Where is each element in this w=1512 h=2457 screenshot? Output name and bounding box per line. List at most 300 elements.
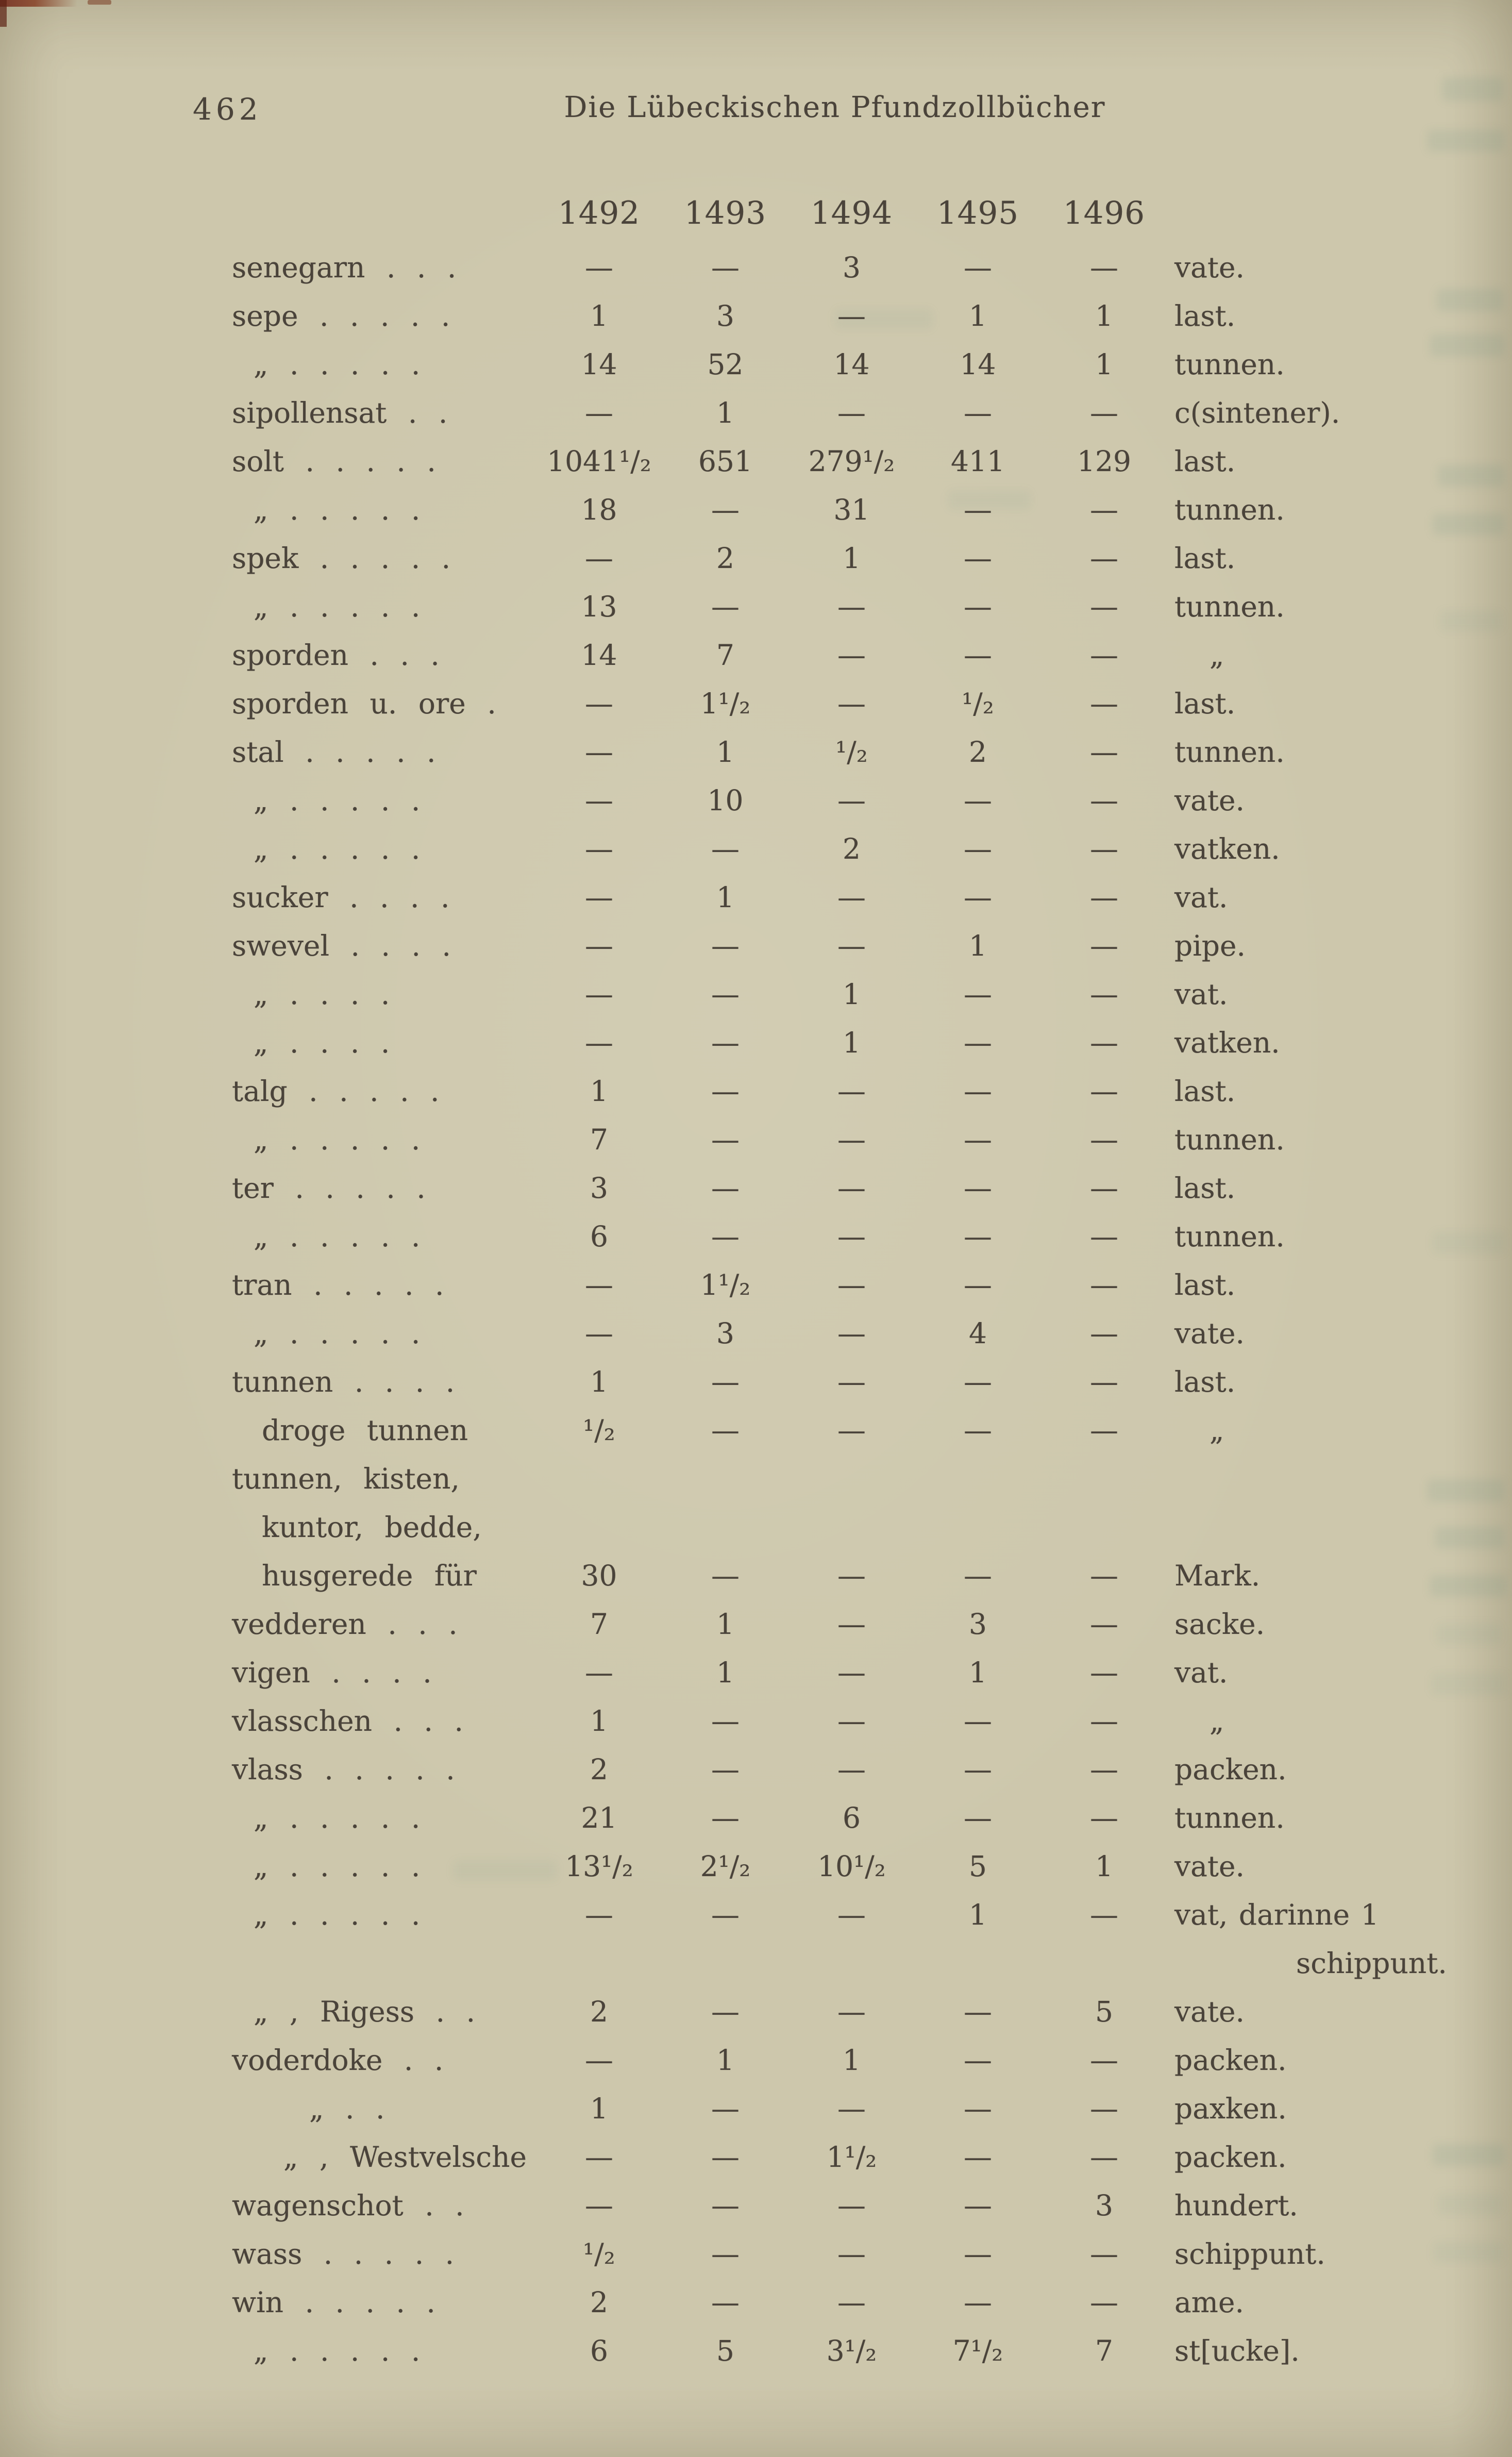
value-cell: —	[1090, 1172, 1118, 1205]
value-cell: —	[837, 1365, 866, 1398]
value-cell: —	[585, 2189, 613, 2222]
value-cell: 5	[1095, 1995, 1113, 2028]
table-row	[232, 437, 1512, 486]
table-row	[232, 340, 1512, 389]
value-cell: —	[1090, 2237, 1118, 2270]
value-cell: ¹/₂	[962, 687, 994, 720]
value-cell: 1	[590, 1075, 608, 1108]
value-cell: —	[1090, 396, 1118, 429]
unit-cell: last.	[1174, 1268, 1236, 1301]
table-row	[232, 1067, 1512, 1115]
commodity-label: „ . . . . .	[254, 1898, 421, 1931]
table-row	[232, 2327, 1512, 2375]
value-cell: ¹/₂	[583, 2237, 615, 2270]
value-cell: —	[964, 1365, 992, 1398]
value-cell: 1	[716, 1608, 734, 1641]
value-cell: —	[837, 1172, 866, 1205]
value-cell: —	[837, 1317, 866, 1350]
value-cell: —	[837, 639, 866, 672]
commodity-label: win . . . . .	[232, 2286, 435, 2319]
commodity-label: vigen . . . .	[232, 1656, 432, 1689]
value-cell: 14	[581, 348, 617, 381]
value-cell: 18	[581, 493, 617, 526]
value-cell: —	[964, 832, 992, 865]
commodity-label: droge tunnen	[262, 1414, 468, 1447]
value-cell: —	[711, 1172, 740, 1205]
unit-cell: last.	[1174, 1365, 1236, 1398]
value-cell: —	[1090, 2141, 1118, 2174]
table-row	[232, 1212, 1512, 1261]
table-row	[232, 1164, 1512, 1212]
commodity-label: „ . . . . .	[254, 1801, 421, 1834]
unit-cell: vat, darinne 1 schippunt.	[1167, 1891, 1497, 1987]
value-cell: —	[837, 1898, 866, 1931]
value-cell: 1¹/₂	[826, 2141, 877, 2174]
value-cell: 6	[843, 1801, 861, 1834]
value-cell: 2	[590, 2286, 608, 2319]
value-cell: —	[585, 542, 613, 575]
value-cell: 21	[581, 1801, 617, 1834]
value-cell: —	[964, 542, 992, 575]
value-cell: —	[711, 590, 740, 623]
value-cell: —	[837, 2189, 866, 2222]
value-cell: 10¹/₂	[817, 1850, 886, 1883]
value-cell: —	[711, 2237, 740, 2270]
unit-cell: ame.	[1174, 2286, 1244, 2319]
commodity-label: „ . . . . .	[254, 1123, 421, 1156]
unit-cell: vat.	[1174, 978, 1228, 1011]
showthrough-mark	[1442, 77, 1504, 101]
value-cell: —	[1090, 978, 1118, 1011]
value-cell: —	[585, 978, 613, 1011]
value-cell: —	[585, 1317, 613, 1350]
value-cell: —	[585, 687, 613, 720]
value-cell: 1	[969, 929, 987, 962]
unit-cell: tunnen.	[1174, 348, 1285, 381]
commodity-label: spek . . . . .	[232, 542, 451, 575]
unit-cell: „	[1209, 1414, 1224, 1447]
value-cell: —	[964, 2189, 992, 2222]
commodity-label: „ . . . .	[254, 978, 390, 1011]
value-cell: —	[837, 396, 866, 429]
value-cell: —	[964, 2237, 992, 2270]
table-row	[232, 1697, 1512, 1745]
value-cell: —	[964, 1753, 992, 1786]
commodity-label: „ . . . . .	[254, 832, 421, 865]
commodity-label: sipollensat . .	[232, 396, 448, 429]
value-cell: 1	[716, 1656, 734, 1689]
unit-cell-line2: schippunt.	[1296, 1947, 1447, 1980]
value-cell: 2¹/₂	[700, 1850, 751, 1883]
value-cell: 5	[716, 2334, 734, 2367]
value-cell: 279¹/₂	[808, 445, 895, 478]
table-row	[232, 1987, 1512, 2036]
value-cell: 14	[581, 639, 617, 672]
value-cell: —	[964, 1995, 992, 2028]
unit-cell: last.	[1174, 542, 1236, 575]
commodity-label: sporden . . .	[232, 639, 440, 672]
value-cell: ¹/₂	[835, 736, 868, 768]
value-cell: 1	[969, 299, 987, 332]
value-cell: 1	[1095, 299, 1113, 332]
year-column-header: 1495	[936, 195, 1019, 231]
value-cell: 1	[590, 1704, 608, 1737]
value-cell: 1	[716, 2044, 734, 2077]
value-cell: 1	[716, 736, 734, 768]
value-cell: 2	[590, 1995, 608, 2028]
value-cell: —	[964, 881, 992, 914]
value-cell: 1	[843, 978, 861, 1011]
value-cell: —	[1090, 493, 1118, 526]
table-row	[232, 1551, 1512, 1600]
value-cell: —	[837, 590, 866, 623]
unit-cell: vate.	[1174, 1995, 1245, 2028]
value-cell: 129	[1077, 445, 1131, 478]
unit-cell: vate.	[1174, 1850, 1245, 1883]
table-row	[232, 825, 1512, 873]
value-cell: —	[837, 687, 866, 720]
unit-cell: vate.	[1174, 1317, 1245, 1350]
table-row	[232, 873, 1512, 922]
value-cell: —	[711, 2286, 740, 2319]
scan-edge-artifact	[88, 0, 111, 5]
value-cell: —	[1090, 1608, 1118, 1641]
unit-cell: tunnen.	[1174, 590, 1285, 623]
value-cell: —	[964, 1414, 992, 1447]
value-cell: 2	[843, 832, 861, 865]
value-cell: 1	[843, 542, 861, 575]
commodity-label: „ . . . . .	[254, 1317, 421, 1350]
value-cell: —	[837, 1753, 866, 1786]
table-row	[232, 2133, 1512, 2181]
value-cell: 13	[581, 590, 617, 623]
value-cell: —	[711, 2092, 740, 2125]
commodity-label: „ , Rigess . .	[254, 1995, 476, 2028]
value-cell: —	[711, 832, 740, 865]
value-cell: —	[711, 1414, 740, 1447]
value-cell: —	[964, 1801, 992, 1834]
unit-cell: tunnen.	[1174, 1801, 1285, 1834]
commodity-label: „ . . . . .	[254, 2334, 421, 2367]
value-cell: —	[964, 1123, 992, 1156]
unit-cell: vate.	[1174, 251, 1245, 284]
value-cell: 1	[590, 2092, 608, 2125]
value-cell: 1	[843, 1026, 861, 1059]
table-row	[232, 2084, 1512, 2133]
table-row	[232, 582, 1512, 631]
commodity-label: ter . . . . .	[232, 1172, 426, 1205]
value-cell: —	[1090, 1268, 1118, 1301]
value-cell: —	[964, 2044, 992, 2077]
value-cell: —	[837, 1414, 866, 1447]
table-row	[232, 2278, 1512, 2327]
value-cell: —	[964, 1220, 992, 1253]
value-cell: —	[585, 2044, 613, 2077]
value-cell: 52	[707, 348, 744, 381]
value-cell: —	[964, 1026, 992, 1059]
commodity-label: „ . . . . .	[254, 1220, 421, 1253]
value-cell: —	[964, 1559, 992, 1592]
table-row	[232, 1648, 1512, 1697]
value-cell: 6	[590, 1220, 608, 1253]
value-cell: —	[1090, 1559, 1118, 1592]
year-column-header: 1493	[684, 195, 767, 231]
commodity-label: kuntor, bedde,	[262, 1511, 482, 1544]
table-row	[232, 1309, 1512, 1358]
table-row	[232, 1115, 1512, 1164]
commodity-label: wagenschot . .	[232, 2189, 464, 2222]
unit-cell: sacke.	[1174, 1608, 1265, 1641]
value-cell: 1	[590, 299, 608, 332]
value-cell: —	[964, 1172, 992, 1205]
table-row	[232, 679, 1512, 728]
table-row	[232, 389, 1512, 437]
unit-cell: last.	[1174, 1172, 1236, 1205]
value-cell: —	[585, 784, 613, 817]
value-cell: —	[964, 590, 992, 623]
value-cell: —	[711, 1704, 740, 1737]
value-cell: —	[837, 929, 866, 962]
value-cell: —	[1090, 2092, 1118, 2125]
value-cell: 1	[843, 2044, 861, 2077]
ledger-table	[232, 187, 1512, 2375]
unit-cell: schippunt.	[1174, 2237, 1325, 2270]
value-cell: —	[711, 1365, 740, 1398]
value-cell: —	[837, 881, 866, 914]
table-row	[232, 970, 1512, 1018]
page-number: 462	[193, 92, 262, 127]
value-cell: 31	[833, 493, 870, 526]
page-title: Die Lübeckischen Pfundzollbücher	[564, 91, 1106, 124]
value-cell: 7	[716, 639, 734, 672]
table-row	[232, 486, 1512, 534]
table-row	[232, 1358, 1512, 1406]
table-row	[232, 1891, 1512, 1987]
value-cell: 2	[590, 1753, 608, 1786]
value-cell: —	[585, 1268, 613, 1301]
commodity-label: husgerede für	[262, 1559, 477, 1592]
table-row	[232, 1261, 1512, 1309]
value-cell: —	[1090, 590, 1118, 623]
unit-cell: vatken.	[1174, 1026, 1280, 1059]
commodity-label: „ . . . . .	[254, 493, 421, 526]
value-cell: 1	[590, 1365, 608, 1398]
commodity-label: „ . . . . .	[254, 784, 421, 817]
value-cell: 1	[1095, 348, 1113, 381]
table-row	[232, 1406, 1512, 1455]
commodity-label: wass . . . . .	[232, 2237, 455, 2270]
value-cell: —	[964, 1268, 992, 1301]
value-cell: —	[837, 1704, 866, 1737]
value-cell: —	[1090, 1801, 1118, 1834]
value-cell: —	[585, 251, 613, 284]
commodity-label: „ . . . . .	[254, 590, 421, 623]
unit-cell: hundert.	[1174, 2189, 1298, 2222]
value-cell: 6	[590, 2334, 608, 2367]
value-cell: —	[585, 881, 613, 914]
value-cell: —	[837, 1656, 866, 1689]
value-cell: 1	[716, 881, 734, 914]
value-cell: —	[711, 1995, 740, 2028]
unit-cell: tunnen.	[1174, 736, 1285, 768]
value-cell: —	[711, 978, 740, 1011]
value-cell: 7	[1095, 2334, 1113, 2367]
value-cell: 10	[707, 784, 744, 817]
table-row	[232, 2230, 1512, 2278]
unit-cell: „	[1209, 1704, 1224, 1737]
value-cell: 7	[590, 1123, 608, 1156]
year-column-header: 1494	[810, 195, 893, 231]
value-cell: —	[837, 1220, 866, 1253]
value-cell: —	[711, 2189, 740, 2222]
value-cell: —	[1090, 1026, 1118, 1059]
table-row	[232, 1503, 1512, 1551]
value-cell: —	[837, 1608, 866, 1641]
unit-cell: packen.	[1174, 1753, 1287, 1786]
unit-cell: pipe.	[1174, 929, 1246, 962]
table-row	[232, 776, 1512, 825]
value-cell: —	[964, 978, 992, 1011]
value-cell: —	[837, 299, 866, 332]
value-cell: —	[711, 2141, 740, 2174]
value-cell: —	[1090, 251, 1118, 284]
value-cell: —	[1090, 2286, 1118, 2319]
value-cell: 2	[716, 542, 734, 575]
value-cell: —	[711, 1075, 740, 1108]
value-cell: —	[837, 784, 866, 817]
value-cell: —	[1090, 1317, 1118, 1350]
value-cell: —	[1090, 881, 1118, 914]
value-cell: 14	[960, 348, 996, 381]
scan-edge-artifact	[0, 0, 77, 7]
year-column-header: 1492	[558, 195, 641, 231]
value-cell: —	[585, 1026, 613, 1059]
commodity-label: „ . .	[309, 2092, 385, 2125]
value-cell: —	[1090, 736, 1118, 768]
commodity-label: swevel . . . .	[232, 929, 451, 962]
value-cell: —	[837, 1075, 866, 1108]
value-cell: —	[711, 251, 740, 284]
unit-cell: st[ucke].	[1174, 2334, 1300, 2367]
value-cell: —	[1090, 929, 1118, 962]
value-cell: —	[837, 1123, 866, 1156]
value-cell: —	[837, 1559, 866, 1592]
unit-cell: last.	[1174, 299, 1236, 332]
commodity-label: tunnen, kisten,	[232, 1462, 460, 1495]
value-cell: —	[711, 1898, 740, 1931]
unit-cell: Mark.	[1174, 1559, 1261, 1592]
value-cell: 14	[833, 348, 870, 381]
value-cell: —	[1090, 1704, 1118, 1737]
value-cell: 1	[969, 1656, 987, 1689]
value-cell: —	[711, 1026, 740, 1059]
value-cell: —	[1090, 542, 1118, 575]
value-cell: 3	[969, 1608, 987, 1641]
value-cell: —	[964, 2286, 992, 2319]
commodity-label: vlasschen . . .	[232, 1704, 463, 1737]
value-cell: —	[1090, 2044, 1118, 2077]
value-cell: —	[964, 639, 992, 672]
value-cell: —	[964, 2092, 992, 2125]
unit-cell: c(sintener).	[1174, 396, 1340, 429]
table-row	[232, 1842, 1512, 1891]
value-cell: —	[711, 1123, 740, 1156]
unit-cell: last.	[1174, 687, 1236, 720]
value-cell: —	[964, 396, 992, 429]
unit-cell: paxken.	[1174, 2092, 1287, 2125]
table-row	[232, 1455, 1512, 1503]
value-cell: 1	[1095, 1850, 1113, 1883]
value-cell: 1	[969, 1898, 987, 1931]
years-header-row	[232, 187, 1512, 240]
value-cell: 3	[1095, 2189, 1113, 2222]
value-cell: 3	[716, 299, 734, 332]
value-cell: —	[964, 1704, 992, 1737]
value-cell: —	[1090, 1220, 1118, 1253]
unit-cell: packen.	[1174, 2141, 1287, 2174]
unit-cell: tunnen.	[1174, 493, 1285, 526]
table-row	[232, 2181, 1512, 2230]
value-cell: —	[585, 2141, 613, 2174]
value-cell: —	[585, 396, 613, 429]
value-cell: —	[1090, 1414, 1118, 1447]
value-cell: —	[711, 929, 740, 962]
unit-cell: vat.	[1174, 881, 1228, 914]
table-row	[232, 534, 1512, 582]
value-cell: —	[964, 493, 992, 526]
value-cell: —	[711, 1559, 740, 1592]
table-row	[232, 1018, 1512, 1067]
table-row	[232, 728, 1512, 776]
value-cell: —	[837, 1995, 866, 2028]
value-cell: 1¹/₂	[700, 1268, 751, 1301]
value-cell: 411	[951, 445, 1005, 478]
value-cell: —	[837, 2092, 866, 2125]
commodity-label: solt . . . . .	[232, 445, 436, 478]
value-cell: 651	[698, 445, 752, 478]
scan-edge-artifact	[0, 0, 7, 27]
value-cell: 7¹/₂	[952, 2334, 1003, 2367]
commodity-label: sepe . . . . .	[232, 299, 450, 332]
value-cell: —	[711, 1220, 740, 1253]
commodity-label: vlass . . . . .	[232, 1753, 455, 1786]
commodity-label: tran . . . . .	[232, 1268, 444, 1301]
value-cell: 30	[581, 1559, 617, 1592]
value-cell: —	[711, 1753, 740, 1786]
table-row	[232, 1794, 1512, 1842]
unit-cell: „	[1209, 639, 1224, 672]
value-cell: —	[585, 736, 613, 768]
commodity-label: talg . . . . .	[232, 1075, 440, 1108]
year-column-header: 1496	[1063, 195, 1146, 231]
value-cell: —	[1090, 1898, 1118, 1931]
value-cell: —	[1090, 1753, 1118, 1786]
unit-cell: last.	[1174, 445, 1236, 478]
value-cell: —	[1090, 687, 1118, 720]
commodity-label: vedderen . . .	[232, 1608, 458, 1641]
commodity-label: „ . . . .	[254, 1026, 390, 1059]
showthrough-mark	[1427, 130, 1505, 152]
table-row	[232, 1600, 1512, 1648]
value-cell: —	[711, 493, 740, 526]
value-cell: —	[585, 1898, 613, 1931]
value-cell: —	[1090, 1123, 1118, 1156]
commodity-label: voderdoke . .	[232, 2044, 444, 2077]
value-cell: —	[585, 832, 613, 865]
unit-cell: vate.	[1174, 784, 1245, 817]
table-row	[232, 631, 1512, 679]
commodity-label: senegarn . . .	[232, 251, 457, 284]
